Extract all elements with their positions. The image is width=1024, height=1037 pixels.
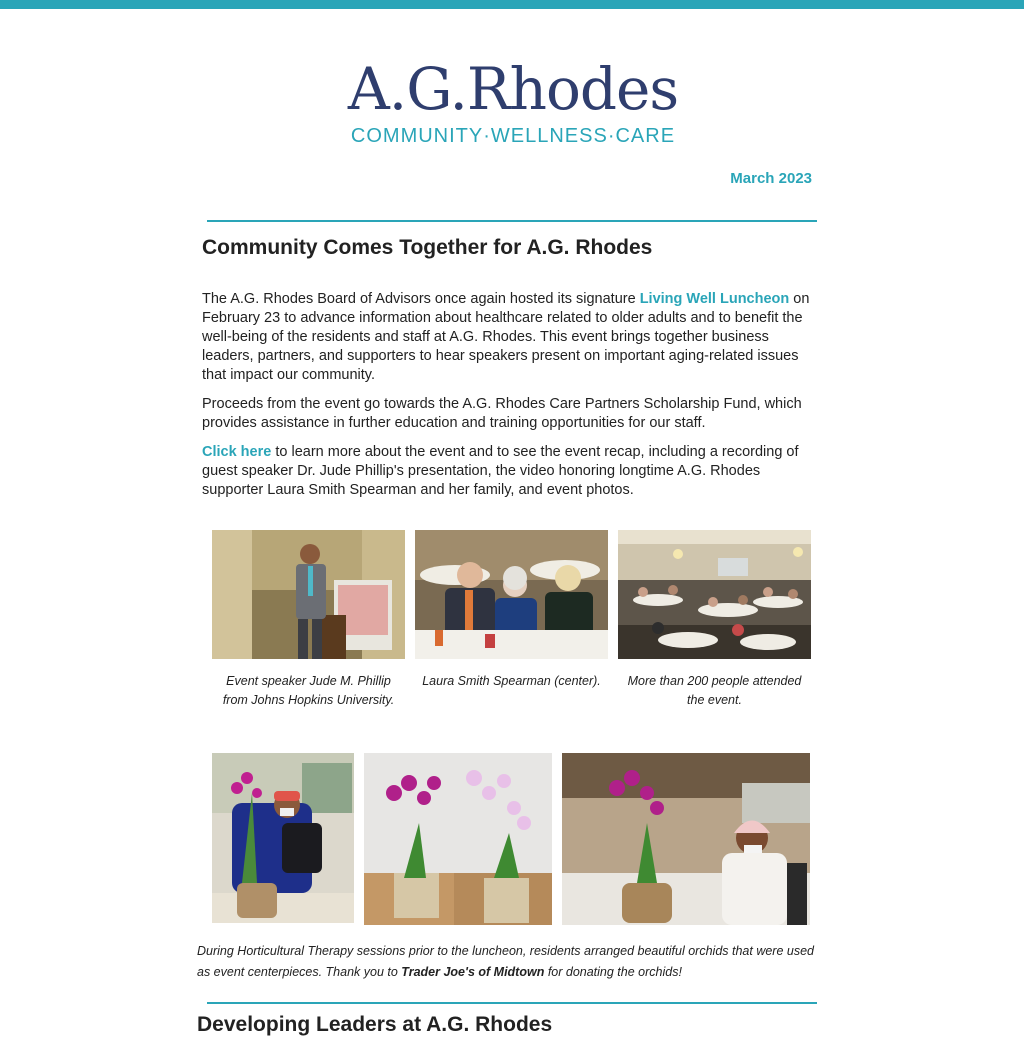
article-title: Community Comes Together for A.G. Rhodes	[202, 236, 653, 259]
article-paragraph-3: Click here to learn more about the event and to see the event recap, including a recording of guest speaker Dr. Jude Phillip's presentation, the video honoring longtime A.G. Rhodes supporter Laura Smith Spearman and her family, and event photos.	[202, 444, 799, 498]
caption-spearman: Laura Smith Spearman (center).	[422, 674, 601, 688]
caption-speaker: Event speaker Jude M. Phillip from Johns Hopkins University.	[222, 674, 395, 707]
living-well-luncheon-link[interactable]: Living Well Luncheon	[639, 291, 790, 307]
photo-resident-arranging-2[interactable]	[562, 753, 810, 925]
sponsor-name: Trader Joe's of Midtown	[401, 965, 545, 979]
orchid-resident-photo-image	[212, 753, 354, 923]
next-section-title: Developing Leaders at A.G. Rhodes	[197, 1013, 553, 1036]
photo-speaker[interactable]	[212, 530, 405, 659]
logo-wordmark: A.G.Rhodes	[347, 55, 679, 123]
caption-crowd: More than 200 people attended the event.	[627, 674, 802, 707]
top-accent-bar	[0, 0, 1024, 9]
orchid-resident-2-photo-image	[562, 753, 810, 925]
section-divider-top	[207, 220, 817, 222]
spearman-photo-image	[415, 530, 608, 659]
article-paragraph-2: Proceeds from the event go towards the A.G. Rhodes Care Partners Scholarship Fund, which provides assistance in further education and training opportunities for our staff.	[202, 396, 802, 431]
section-divider-bottom	[207, 1002, 817, 1004]
photo-laura-smith-spearman[interactable]	[415, 530, 608, 659]
photo-crowd[interactable]	[618, 530, 811, 659]
click-here-link[interactable]: Click here	[202, 444, 272, 460]
orchid-centerpieces-photo-image	[364, 753, 552, 925]
horticulture-caption: During Horticultural Therapy sessions prior to the luncheon, residents arranged beautiful orchids that were used as event centerpieces. Thank you to Trader Joe's of Midtown for donating the orchids!	[197, 944, 814, 979]
photo-orchid-centerpieces[interactable]	[364, 753, 552, 925]
issue-date: March 2023	[730, 170, 812, 187]
crowd-photo-image	[618, 530, 811, 659]
photo-resident-arranging-1[interactable]	[212, 753, 354, 923]
agrhodes-logo[interactable]	[342, 52, 684, 148]
speaker-photo-image	[212, 530, 405, 659]
logo-tagline: COMMUNITY·WELLNESS·CARE	[350, 125, 676, 147]
article-paragraph-1: The A.G. Rhodes Board of Advisors once again hosted its signature Living Well Luncheon on February 23 to advance information about healthcare related to older adults and to benefit the well-being of the residents and staff at A.G. Rhodes. This event brings together business leaders, partners, and supporters to hear speakers present on important aging-related issues that impact our community.	[202, 291, 810, 383]
